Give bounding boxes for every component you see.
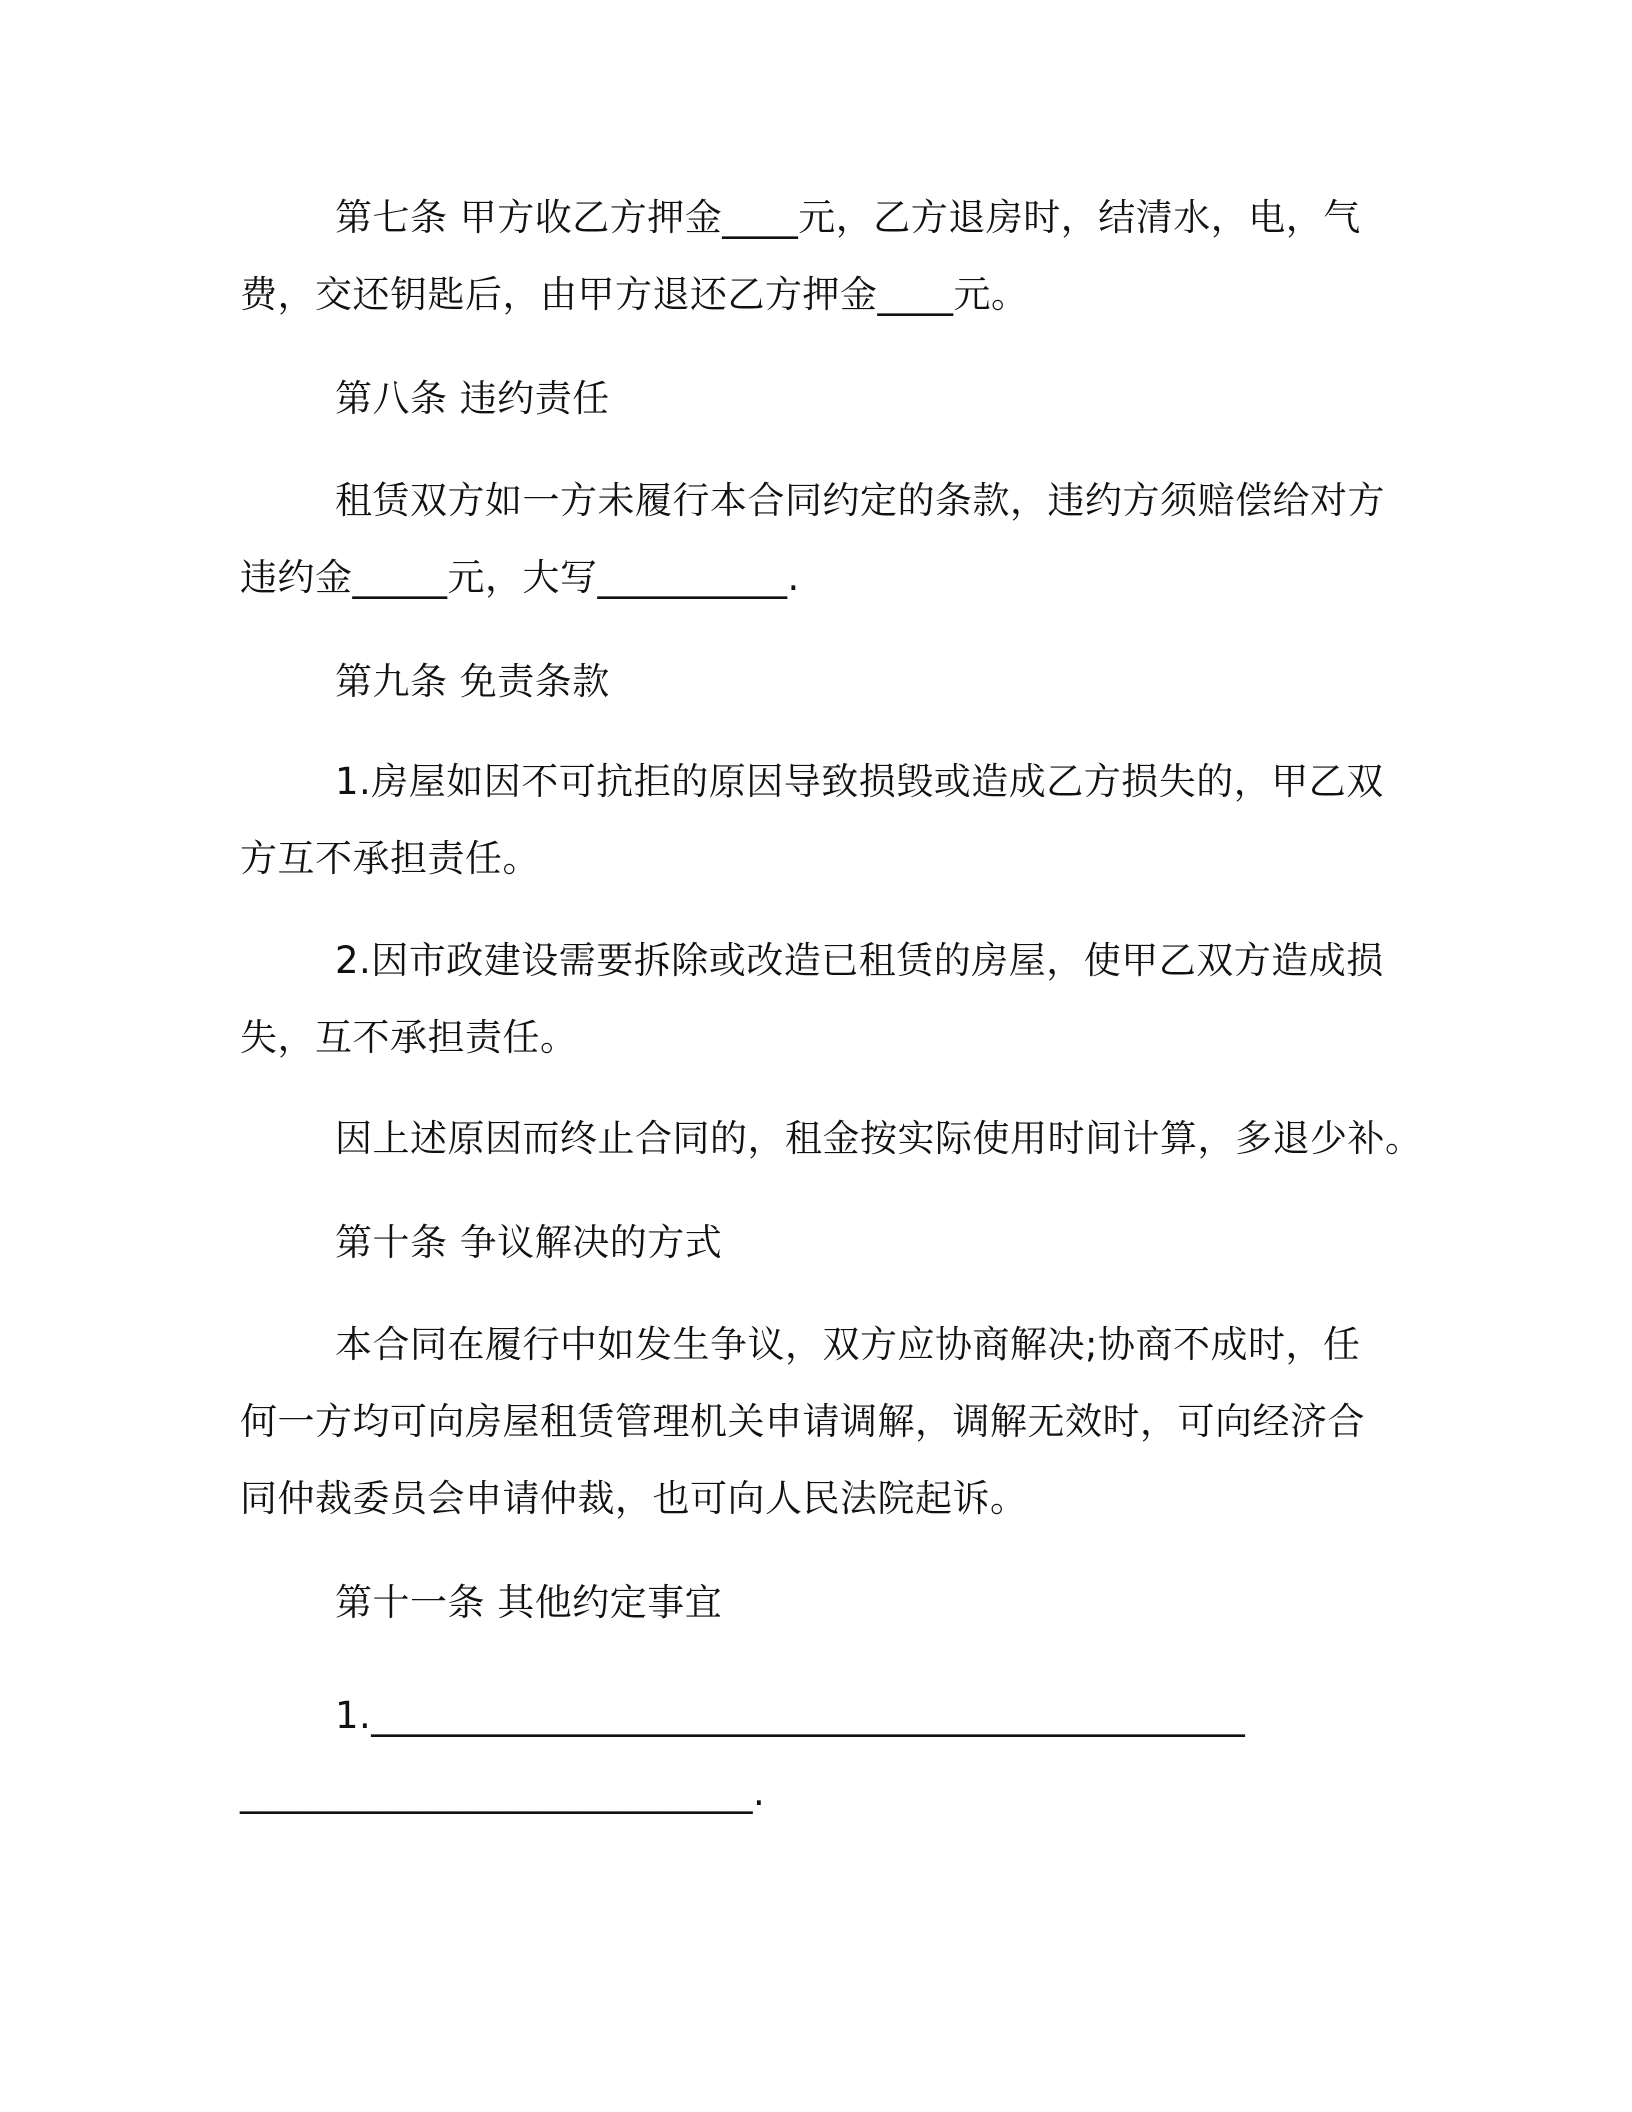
article-8-line-1: 租赁双方如一方未履行本合同约定的条款，违约方须赔偿给对方 [335,479,1385,522]
article-7-line-2: 费，交还钥匙后，由甲方退还乙方押金____元。 [240,273,1029,316]
article-10-heading: 第十条 争议解决的方式 [335,1221,723,1264]
article-9-heading: 第九条 免责条款 [335,660,610,703]
article-11-heading: 第十一条 其他约定事宜 [335,1581,723,1624]
article-9-item-1-line-2: 方互不承担责任。 [240,837,540,880]
article-7-line-1: 第七条 甲方收乙方押金____元，乙方退房时，结清水，电，气 [335,196,1361,239]
article-11-item-1-line-1: 1.______________________________________________ [335,1694,1246,1737]
article-9-note: 因上述原因而终止合同的，租金按实际使用时间计算，多退少补。 [335,1117,1423,1160]
article-10-line-1: 本合同在履行中如发生争议，双方应协商解决;协商不成时，任 [335,1323,1361,1366]
article-9-item-2-line-1: 2.因市政建设需要拆除或改造已租赁的房屋，使甲乙双方造成损 [335,939,1384,982]
article-8-heading: 第八条 违约责任 [335,377,610,420]
article-8-line-2: 违约金_____元，大写__________. [240,556,800,599]
article-10-line-2: 何一方均可向房屋租赁管理机关申请调解，调解无效时，可向经济合 [240,1400,1365,1443]
article-9-item-2-line-2: 失，互不承担责任。 [240,1016,578,1059]
article-11-item-1-line-2: ___________________________. [240,1771,766,1814]
article-10-line-3: 同仲裁委员会申请仲裁，也可向人民法院起诉。 [240,1477,1028,1520]
article-9-item-1-line-1: 1.房屋如因不可抗拒的原因导致损毁或造成乙方损失的，甲乙双 [335,760,1384,803]
